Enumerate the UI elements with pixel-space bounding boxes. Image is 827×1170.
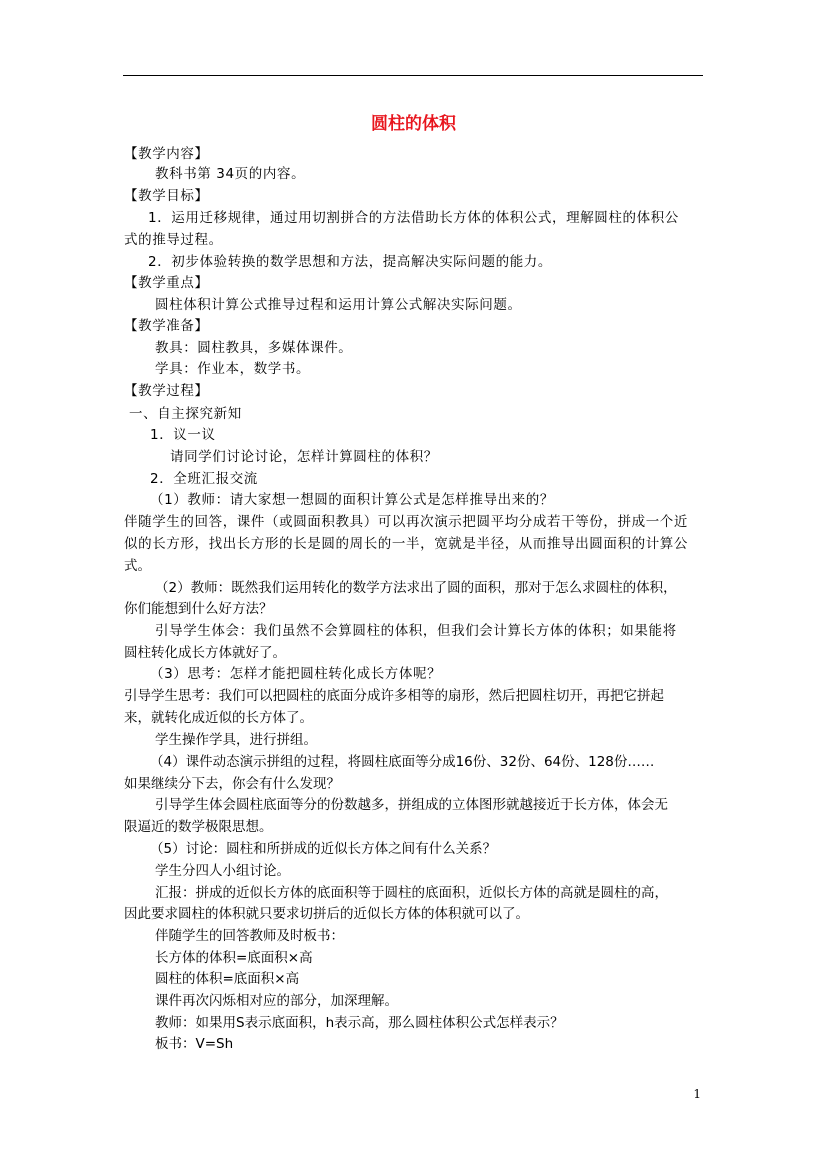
- text-line: 如果继续分下去，你会有什么发现？: [124, 776, 340, 792]
- text-line: 教具：圆柱教具，多媒体课件。: [155, 340, 353, 356]
- text-line: 学生操作学具，进行拼组。: [155, 732, 317, 748]
- text-line: 因此要求圆柱的体积就只要求切拼后的近似长方体的体积就可以了。: [124, 906, 529, 922]
- text-line: 【教学内容】: [124, 146, 209, 162]
- header-rule: [123, 75, 703, 76]
- text-line: 引导学生思考：我们可以把圆柱的底面分成许多相等的扇形，然后把圆柱切开，再把它拼起: [124, 688, 664, 704]
- text-line: 引导学生体会：我们虽然不会算圆柱的体积，但我们会计算长方体的体积；如果能将: [155, 623, 677, 639]
- text-line: 引导学生体会圆柱底面等分的份数越多，拼组成的立体图形就越接近于长方体，体会无: [155, 797, 668, 813]
- text-line: 1．议一议: [150, 427, 216, 443]
- text-line: 教科书第 34页的内容。: [155, 166, 306, 182]
- text-line: 请同学们讨论讨论，怎样计算圆柱的体积？: [170, 449, 438, 465]
- text-line: 似的长方形，找出长方形的长是圆的周长的一半，宽就是半径，从而推导出圆面积的计算公: [124, 536, 688, 552]
- page-number: 1: [693, 1087, 701, 1101]
- text-line: （3）思考：怎样才能把圆柱转化成长方体呢？: [150, 666, 442, 682]
- text-line: 你们能想到什么好方法？: [124, 601, 273, 617]
- text-line: 伴随学生的回答，课件（或圆面积教具）可以再次演示把圆平均分成若干等份，拼成一个近: [124, 514, 688, 530]
- text-line: 【教学重点】: [124, 275, 209, 291]
- text-line: 学生分四人小组讨论。: [155, 863, 290, 879]
- text-line: 圆柱体积计算公式推导过程和运用计算公式解决实际问题。: [155, 297, 522, 313]
- text-line: 一、自主探究新知: [129, 406, 242, 422]
- text-line: 学具：作业本，数学书。: [155, 361, 311, 377]
- text-line: 汇报：拼成的近似长方体的底面积等于圆柱的底面积，近似长方体的高就是圆柱的高，: [155, 885, 668, 901]
- text-line: 圆柱转化成长方体就好了。: [124, 645, 286, 661]
- text-line: 长方体的体积=底面积×高: [155, 950, 313, 966]
- text-line: （5）讨论：圆柱和所拼成的近似长方体之间有什么关系？: [150, 841, 497, 857]
- text-line: 1．运用迁移规律，通过用切割拼合的方法借助长方体的体积公式，理解圆柱的体积公: [148, 210, 679, 226]
- text-line: 课件再次闪烁相对应的部分，加深理解。: [155, 993, 398, 1009]
- text-line: 2．初步体验转换的数学思想和方法，提高解决实际问题的能力。: [148, 254, 552, 270]
- text-line: 限逼近的数学极限思想。: [124, 819, 273, 835]
- text-line: （4）课件动态演示拼组的过程，将圆柱底面等分成16份、32份、64份、128份……: [150, 754, 655, 770]
- document-title: 圆柱的体积: [371, 114, 456, 134]
- text-line: 来，就转化成近似的长方体了。: [124, 710, 313, 726]
- text-line: （2）教师：既然我们运用转化的数学方法求出了圆的面积，那对于怎么求圆柱的体积，: [155, 580, 677, 596]
- text-line: 圆柱的体积=底面积×高: [155, 971, 300, 987]
- text-line: （1）教师：请大家想一想圆的面积计算公式是怎样推导出来的？: [150, 492, 554, 508]
- text-line: 【教学准备】: [124, 318, 209, 334]
- text-line: 伴随学生的回答教师及时板书：: [155, 928, 344, 944]
- text-line: 式的推导过程。: [124, 232, 223, 248]
- text-line: 教师：如果用S表示底面积，h表示高，那么圆柱体积公式怎样表示？: [155, 1015, 564, 1031]
- text-line: 式。: [124, 558, 151, 574]
- text-line: 【教学过程】: [124, 383, 209, 399]
- text-line: 2．全班汇报交流: [150, 471, 258, 487]
- text-line: 板书：V=Sh: [155, 1036, 234, 1052]
- text-line: 【教学目标】: [124, 188, 209, 204]
